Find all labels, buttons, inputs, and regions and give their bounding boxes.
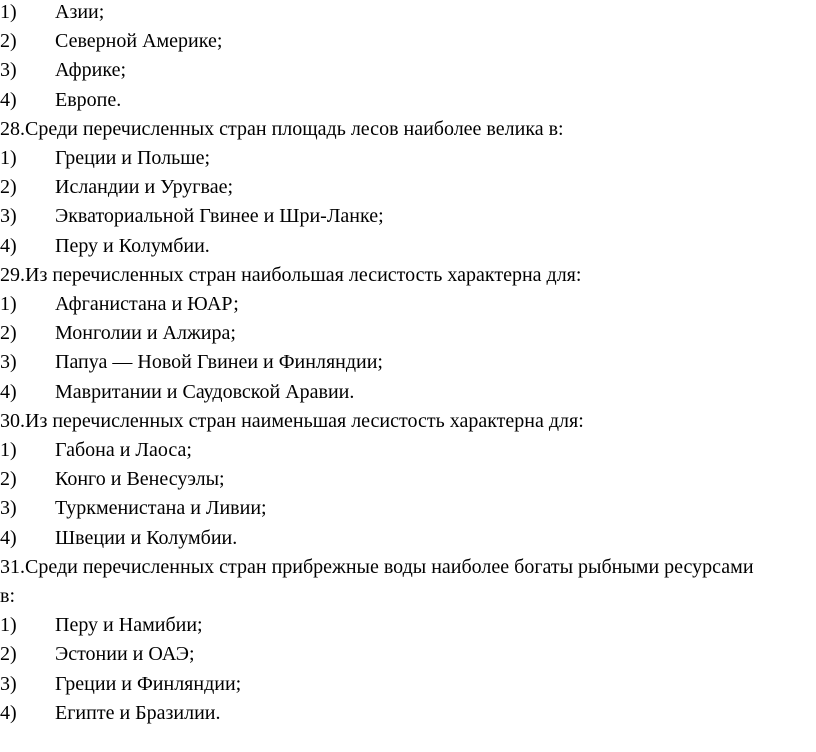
- option-number: 3): [0, 351, 17, 373]
- option-number: 3): [0, 205, 17, 227]
- option-number: 4): [0, 89, 17, 111]
- option-number: 4): [0, 702, 17, 724]
- option-number: 1): [0, 614, 17, 636]
- option-number: 2): [0, 468, 17, 490]
- option-number: 2): [0, 322, 17, 344]
- option-text: Африке;: [55, 59, 126, 81]
- option-number: 2): [0, 176, 17, 198]
- option-text: Габона и Лаоса;: [55, 439, 192, 461]
- option-number: 4): [0, 235, 17, 257]
- option-text: Монголии и Алжира;: [55, 322, 236, 344]
- option-text: Экваториальной Гвинее и Шри-Ланке;: [55, 205, 384, 227]
- question-text: 29.Из перечисленных стран наибольшая лесистость характерна для:: [0, 264, 582, 286]
- question-text: 30.Из перечисленных стран наименьшая лесистость характерна для:: [0, 410, 584, 432]
- question-text: в:: [0, 585, 15, 607]
- option-text: Эстонии и ОАЭ;: [55, 643, 195, 665]
- option-number: 1): [0, 293, 17, 315]
- question-text: 31.Среди перечисленных стран прибрежные воды наиболее богаты рыбными ресурсами: [0, 556, 754, 578]
- option-text: Греции и Финляндии;: [55, 673, 242, 695]
- option-number: 4): [0, 381, 17, 403]
- option-number: 4): [0, 527, 17, 549]
- option-text: Конго и Венесуэлы;: [55, 468, 225, 490]
- option-text: Швеции и Колумбии.: [55, 527, 238, 549]
- option-number: 3): [0, 673, 17, 695]
- option-text: Папуа — Новой Гвинеи и Финляндии;: [55, 351, 383, 373]
- option-number: 1): [0, 1, 17, 23]
- option-number: 3): [0, 497, 17, 519]
- option-number: 1): [0, 147, 17, 169]
- question-text: 28.Среди перечисленных стран площадь лесов наиболее велика в:: [0, 118, 564, 140]
- option-text: Перу и Намибии;: [55, 614, 203, 636]
- option-text: Исландии и Уругвае;: [55, 176, 233, 198]
- option-text: Азии;: [55, 1, 105, 23]
- option-number: 1): [0, 439, 17, 461]
- option-text: Северной Америке;: [55, 30, 223, 52]
- option-text: Афганистана и ЮАР;: [55, 293, 239, 315]
- option-number: 2): [0, 30, 17, 52]
- option-number: 2): [0, 643, 17, 665]
- option-text: Египте и Бразилии.: [55, 702, 221, 724]
- option-number: 3): [0, 59, 17, 81]
- option-text: Перу и Колумбии.: [55, 235, 210, 257]
- option-text: Туркменистана и Ливии;: [55, 497, 267, 519]
- option-text: Мавритании и Саудовской Аравии.: [55, 381, 355, 403]
- option-text: Европе.: [55, 89, 122, 111]
- option-text: Греции и Польше;: [55, 147, 211, 169]
